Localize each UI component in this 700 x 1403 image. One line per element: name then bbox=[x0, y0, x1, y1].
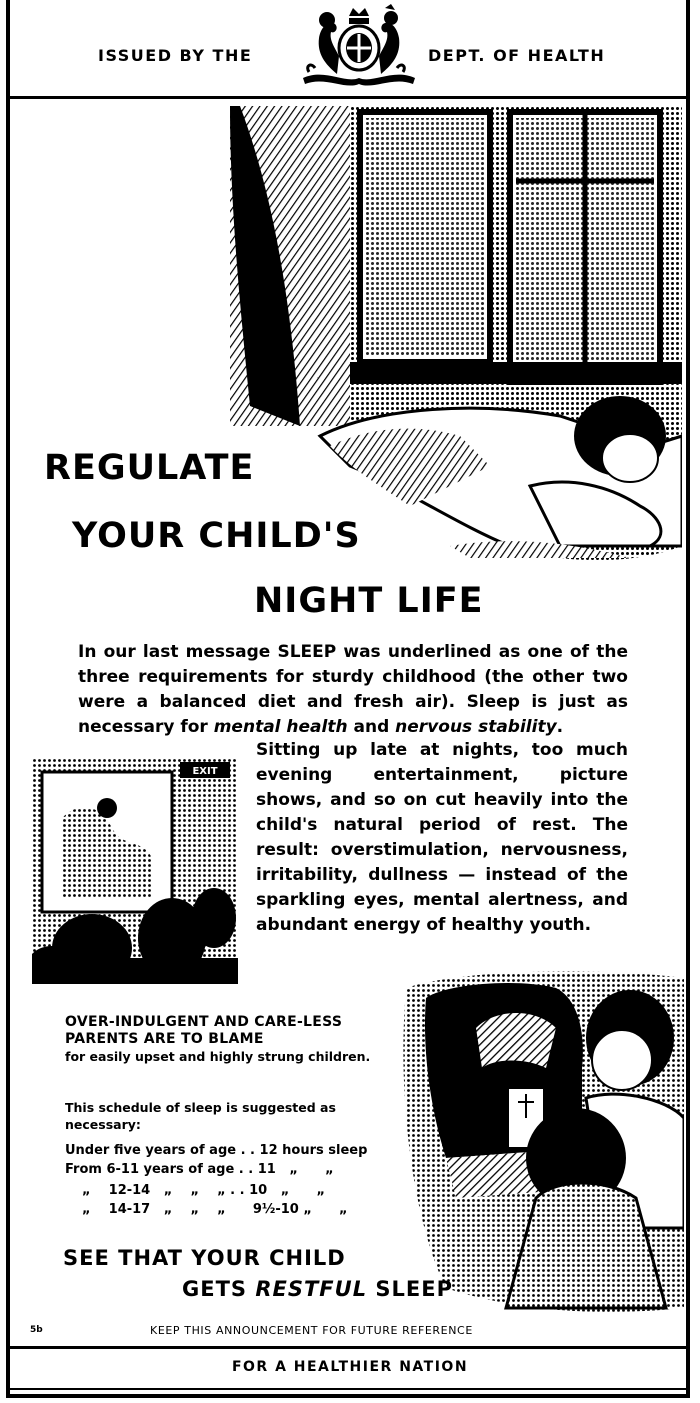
intro-text-2: and bbox=[347, 717, 396, 737]
blame-caps-text: OVER-INDULGENT AND CARE-LESS PARENTS ARE TO BLAME bbox=[65, 1014, 343, 1047]
intro-text-3: . bbox=[556, 717, 564, 737]
sleeping-child-illustration bbox=[230, 106, 682, 564]
cinema-audience-illustration bbox=[32, 758, 238, 984]
exit-sign: EXIT bbox=[192, 766, 218, 777]
blame-statement bbox=[65, 1014, 375, 1065]
schedule-row-value: 9½-10 „ „ bbox=[252, 1202, 348, 1217]
schedule-row bbox=[82, 1202, 348, 1217]
schedule-row-label: From 6-11 years of age . . bbox=[65, 1162, 254, 1177]
schedule-row-value: 12 hours sleep bbox=[259, 1143, 368, 1158]
header bbox=[10, 0, 686, 96]
schedule-row-value: 11 „ „ bbox=[257, 1162, 334, 1177]
headline-line-3: NIGHT LIFE bbox=[254, 581, 484, 621]
intro-italic-1: mental health bbox=[213, 717, 348, 737]
intro-italic-2: nervous stability bbox=[395, 717, 557, 737]
schedule-row bbox=[65, 1143, 367, 1158]
header-rule bbox=[6, 96, 690, 99]
effects-paragraph: Sitting up late at nights, too much evening entertainment, picture shows, and so on cut heavily into the child's natural period of rest. The result: overstimulation, nervousness, irritability, dullness — instead of the sparkling eyes, mental alertness, and abundant energy of healthy youth. bbox=[256, 740, 628, 935]
department-text: DEPT. OF HEALTH bbox=[428, 46, 606, 65]
footer-rule-top bbox=[6, 1346, 690, 1349]
footer-rule-bottom bbox=[6, 1388, 690, 1390]
royal-coat-of-arms-icon bbox=[295, 4, 423, 86]
cta-italic-word: RESTFUL bbox=[255, 1277, 368, 1301]
cta-line-2 bbox=[182, 1277, 453, 1301]
schedule-row bbox=[65, 1162, 334, 1177]
schedule-row bbox=[82, 1183, 325, 1198]
issued-by-text: ISSUED BY THE bbox=[98, 46, 253, 65]
schedule-intro: This schedule of sleep is suggested as necessary: bbox=[65, 1100, 336, 1132]
keep-notice: KEEP THIS ANNOUNCEMENT FOR FUTURE REFERENCE bbox=[150, 1324, 473, 1337]
footer-slogan: FOR A HEALTHIER NATION bbox=[231, 1359, 469, 1375]
blame-rest-text: for easily upset and highly strung children. bbox=[65, 1049, 371, 1064]
schedule-row-value: 10 „ „ bbox=[249, 1183, 326, 1198]
mother-and-child-radio-illustration bbox=[386, 968, 684, 1318]
headline-line-1: REGULATE bbox=[44, 448, 255, 488]
schedule-row-label: „ 14-17 „ „ „ bbox=[82, 1202, 226, 1217]
schedule-row-label: „ 12-14 „ „ „ . . bbox=[82, 1183, 245, 1198]
intro-text-1: In our last message SLEEP was underlined as one of the three requirements for sturdy childhood (the other two were a balanced diet and fresh air). Sleep is just as necessary for bbox=[78, 642, 628, 737]
cta-line-2-end: SLEEP bbox=[367, 1277, 453, 1301]
headline-line-2: YOUR CHILD'S bbox=[72, 516, 361, 556]
ad-code: 5b bbox=[30, 1325, 43, 1335]
intro-paragraph bbox=[78, 640, 628, 740]
cta-line-2-start: GETS bbox=[182, 1277, 256, 1301]
schedule-row-label: Under five years of age . . bbox=[65, 1143, 255, 1158]
cta-line-1: SEE THAT YOUR CHILD bbox=[63, 1246, 346, 1270]
